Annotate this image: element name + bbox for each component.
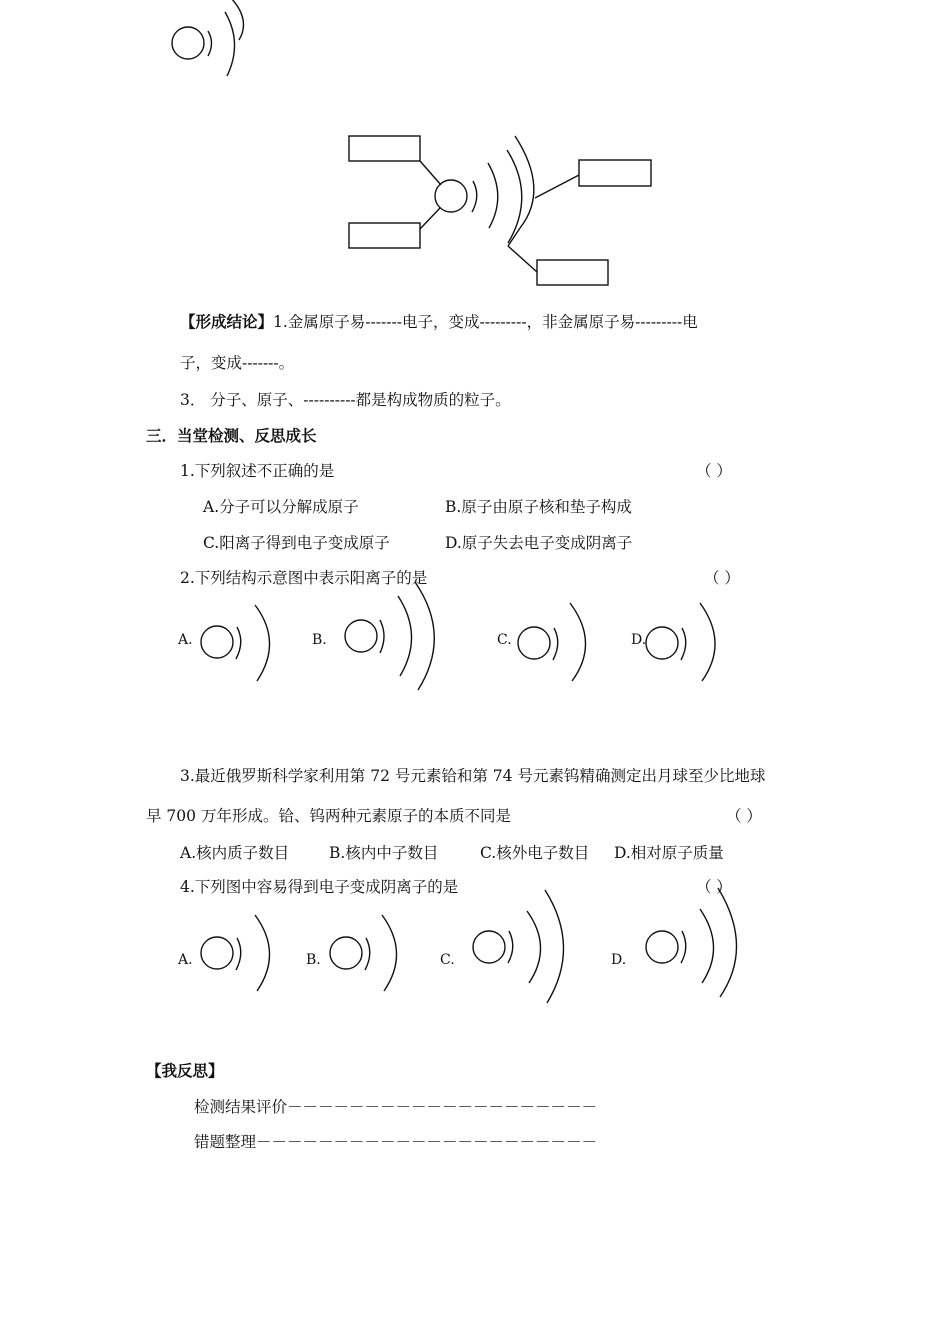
electron-shell-arc xyxy=(508,931,513,963)
electron-shell-arc xyxy=(398,596,412,676)
label-box-top-left xyxy=(349,136,420,161)
nucleus-circle xyxy=(518,627,550,659)
q4-label-b: B. xyxy=(306,952,321,968)
q4-atom-b xyxy=(324,905,414,1000)
electron-shell-arc xyxy=(545,890,564,1003)
section3-heading: 三．当堂检测、反思成长 xyxy=(146,427,317,445)
q3-option-b: B.核内中子数目 xyxy=(329,844,439,862)
conclusion-heading: 【形成结论】 xyxy=(180,313,274,331)
reflection-line2: 错题整理－－－－－－－－－－－－－－－－－－－－－－ xyxy=(194,1133,598,1151)
conclusion-text: 1.金属原子易-------电子，变成---------，非金属原子易---------电 xyxy=(273,313,698,331)
label-box-bottom-right xyxy=(537,260,608,285)
electron-shell-arc xyxy=(415,582,434,690)
nucleus-circle xyxy=(201,937,233,969)
q4-atom-c xyxy=(467,885,577,1005)
conclusion-line2: 子，变成-------。 xyxy=(180,354,295,372)
reflection-heading: 【我反思】 xyxy=(146,1062,224,1080)
nucleus-circle xyxy=(646,627,678,659)
q3-option-c: C.核外电子数目 xyxy=(480,844,590,862)
electron-shell-arc xyxy=(382,915,397,991)
q3-stem-line2: 早 700 万年形成。铪、钨两种元素原子的本质不同是 xyxy=(146,807,511,825)
nucleus-circle xyxy=(473,931,505,963)
electron-shell-arc xyxy=(236,938,241,970)
electron-shell-arc xyxy=(515,136,534,228)
electron-shell-arc xyxy=(365,938,370,970)
conclusion-line3: 3． 分子、原子、----------都是构成物质的粒子。 xyxy=(180,391,511,409)
q2-atom-a xyxy=(195,595,285,690)
q2-stem: 2.下列结构示意图中表示阳离子的是 xyxy=(180,569,428,587)
electron-shell-arc xyxy=(472,181,477,212)
electron-shell-arc xyxy=(380,620,384,653)
q3-stem-line1: 3.最近俄罗斯科学家利用第 72 号元素铪和第 74 号元素钨精确测定出月球至少比地球 xyxy=(180,767,766,785)
electron-shell-arc xyxy=(488,163,498,228)
nucleus-circle xyxy=(201,626,233,658)
q1-option-c: C.阳离子得到电子变成原子 xyxy=(203,534,390,552)
electron-shell-arc xyxy=(255,605,270,681)
q2-label-b: B. xyxy=(312,632,327,648)
q4-atom-d xyxy=(640,885,750,1000)
reflection-line1: 检测结果评价－－－－－－－－－－－－－－－－－－－－ xyxy=(194,1098,598,1116)
nucleus-circle xyxy=(435,180,467,212)
q2-atom-d xyxy=(641,595,731,690)
nucleus-circle xyxy=(330,937,362,969)
electron-shell-arc xyxy=(527,911,541,983)
q4-label-c: C. xyxy=(440,952,455,968)
q2-label-d: D. xyxy=(631,632,647,648)
q1-option-a: A.分子可以分解成原子 xyxy=(203,498,359,516)
q4-stem: 4.下列图中容易得到电子变成阴离子的是 xyxy=(180,878,459,896)
pointer-line xyxy=(420,208,440,229)
q2-answer-paren: （ ） xyxy=(704,569,740,587)
electron-shell-arc xyxy=(255,915,270,991)
q4-answer-paren: （ ） xyxy=(696,878,732,896)
nucleus-circle xyxy=(345,620,377,652)
electron-shell-arc xyxy=(700,603,715,681)
q3-option-a: A.核内质子数目 xyxy=(180,844,290,862)
q2-label-a: A. xyxy=(178,632,193,648)
electron-shell-arc xyxy=(236,627,241,659)
electron-shell-arc xyxy=(681,628,686,660)
electron-shell-arc xyxy=(570,603,586,681)
q2-atom-c xyxy=(512,595,602,690)
label-box-bottom-left xyxy=(349,223,420,248)
q2-atom-b xyxy=(340,580,450,695)
q2-label-c: C. xyxy=(497,632,512,648)
label-box-right xyxy=(579,160,651,186)
pointer-line xyxy=(420,161,441,185)
electron-shell-arc xyxy=(700,909,714,983)
q4-label-a: A. xyxy=(178,952,193,968)
q1-option-d: D.原子失去电子变成阴离子 xyxy=(445,534,633,552)
conclusion-line1 xyxy=(180,312,698,332)
q4-atom-a xyxy=(195,905,285,1000)
pointer-line xyxy=(508,246,537,272)
nucleus-circle xyxy=(646,931,678,963)
q3-option-d: D.相对原子质量 xyxy=(614,844,724,862)
q3-answer-paren: （ ） xyxy=(726,807,762,825)
electron-shell-arc xyxy=(681,931,686,963)
electron-shell-arc xyxy=(553,628,558,660)
electron-shell-arc xyxy=(718,888,737,997)
pointer-line xyxy=(535,175,579,198)
q4-label-d: D. xyxy=(611,952,627,968)
q1-stem: 1.下列叙述不正确的是 xyxy=(180,462,335,480)
q1-answer-paren: （ ） xyxy=(696,462,732,480)
labeled-atom-diagram xyxy=(0,0,950,300)
q1-option-b: B.原子由原子核和垫子构成 xyxy=(445,498,632,516)
